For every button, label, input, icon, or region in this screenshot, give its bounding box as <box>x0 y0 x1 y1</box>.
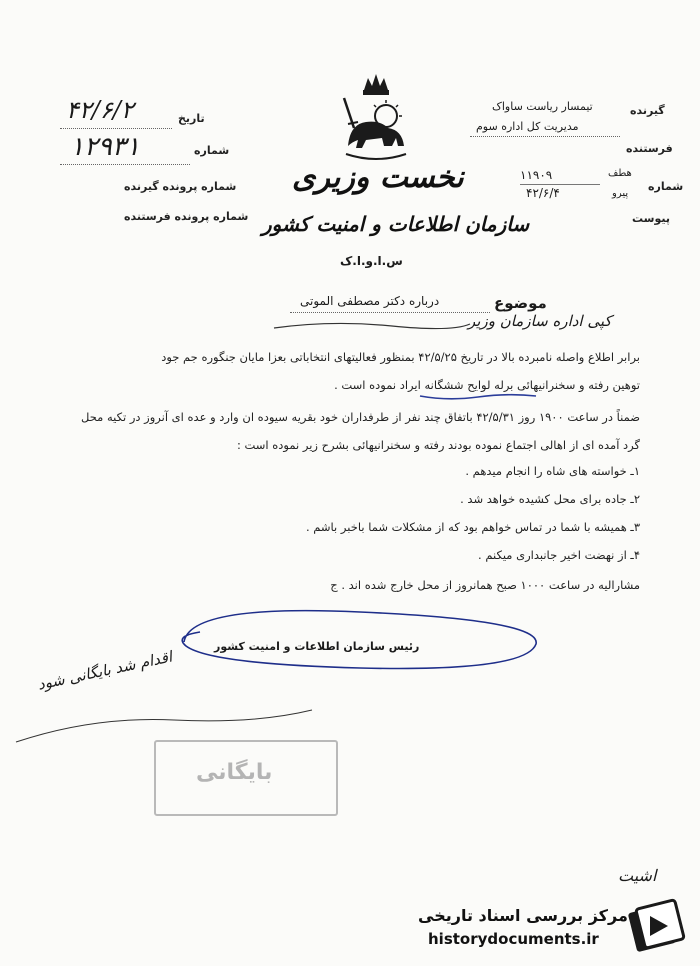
recipient-sub: مدیریت کل اداره سوم <box>476 120 579 133</box>
corner-note: اشیت <box>618 866 657 885</box>
signature-scribble-icon <box>170 598 550 678</box>
date-value: ۴۲/۶/۲ <box>66 96 134 124</box>
margin-note: اقدام شد بایگانی شود <box>36 647 174 694</box>
body-line-5: ۱ـ خواسته های شاه را انجام میدهم . <box>465 464 640 478</box>
body-line-1: برابر اطلاع واصله نامبرده بالا در تاریخ ۴۲/۵/۲۵ بمنظور فعالیتهای انتخاباتی بعزا مایان جنگوره جم جود <box>161 350 640 364</box>
body-line-9: مشارالیه در ساعت ۱۰۰۰ صبح همانروز از محل خارج شده اند . ج <box>330 578 640 592</box>
subject-label: موضوع <box>494 294 547 312</box>
piro-label: پیرو <box>612 188 629 199</box>
ministry-title: نخست وزیری <box>292 160 464 195</box>
right-number-label: شماره <box>648 180 684 193</box>
stamp-text: بایگانی <box>196 760 273 785</box>
number-label: شماره <box>194 144 230 157</box>
khat-label: هطف <box>608 168 632 179</box>
subject-text: درباره دکتر مصطفی الموتی <box>300 294 440 308</box>
recipient-label: گیرنده <box>630 104 665 117</box>
body-line-4: گرد آمده ای از اهالی اجتماع نموده بودند رفته و سخنرانیهائی بشرح زیر نموده است : <box>236 438 640 452</box>
watermark-url: historydocuments.ir <box>428 930 599 948</box>
archive-logo-icon <box>628 898 686 958</box>
body-line-6: ۲ـ جاده برای محل کشیده خواهد شد . <box>460 492 640 506</box>
recipient-file-label: شماره پرونده گیرنده <box>124 180 237 193</box>
sender-file-label: شماره پرونده فرستنده <box>124 210 249 223</box>
khat-value: ۱۱۹۰۹ <box>520 168 553 182</box>
body-line-3: ضمناً در ساعت ۱۹۰۰ روز ۴۲/۵/۳۱ باتفاق چند نفر از طرفداران خود بقریه سیوده ان وارد و عده ای آنروز در تکیه محل <box>81 410 640 424</box>
signature-line: رئیس سازمان اطلاعات و امنیت کشور <box>214 640 420 653</box>
watermark-name: مرکز بررسی اسناد تاریخی <box>418 906 628 925</box>
underline-stroke-icon <box>418 392 538 402</box>
number-value: ۱۲۹۳۱ <box>70 132 140 162</box>
body-line-2: توهین رفته و سخنرانیهائی برله لوایح ششگانه ایراد نموده است . <box>334 378 640 392</box>
body-line-8: ۴ـ از نهضت اخیر جانبداری میکنم . <box>478 548 640 562</box>
sender-label: فرستنده <box>626 142 673 155</box>
organization-subtitle: سازمان اطلاعات و امنیت کشور <box>262 212 530 236</box>
date-label: تاریخ <box>178 112 205 125</box>
piro-value: ۴۲/۶/۴ <box>526 186 560 200</box>
body-line-7: ۳ـ همیشه با شما در تماس خواهم بود که از مشکلات شما باخبر باشم . <box>305 520 640 534</box>
attachment-label: پیوست <box>632 212 670 225</box>
lion-and-sun-emblem-icon <box>336 72 416 168</box>
pen-stroke-icon <box>272 318 472 334</box>
organization-code: س.ا.و.ا.ک <box>340 254 403 268</box>
recipient-value: تیمسار ریاست ساواک <box>492 100 593 113</box>
subject-handwritten-note: کپی اداره سازمان وزیر <box>468 312 612 330</box>
